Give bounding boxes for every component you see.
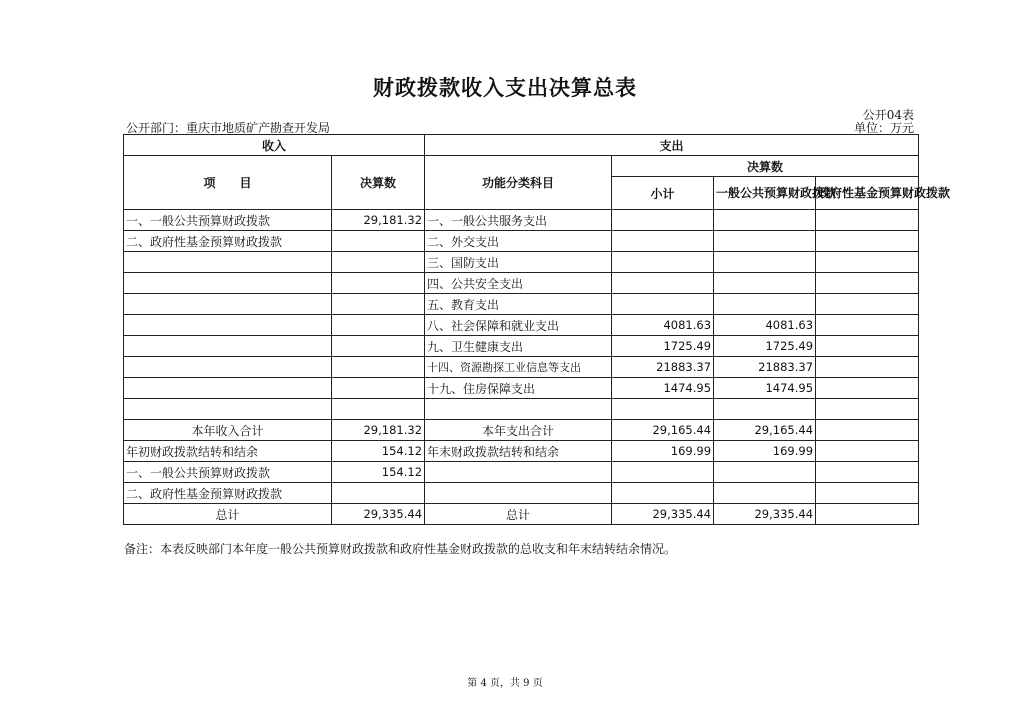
fund-cell: [816, 357, 919, 378]
income-item: [124, 336, 332, 357]
subtotal-cell: [612, 273, 714, 294]
table-row: [124, 336, 919, 357]
income-item: [124, 294, 332, 315]
general-cell: [714, 273, 816, 294]
subtotal-cell: [612, 294, 714, 315]
year-expense-subtotal: 29,165.44: [612, 420, 714, 441]
general-cell: [714, 294, 816, 315]
department-label: 公开部门：重庆市地质矿产勘查开发局: [126, 121, 331, 135]
expense-item: 三、国防支出: [425, 252, 612, 273]
income-amount: [332, 378, 425, 399]
income-item: [124, 378, 332, 399]
carryover-expense-label: 年末财政拨款结转和结余: [425, 441, 612, 462]
general-cell: 4081.63: [714, 315, 816, 336]
year-total-row: [124, 420, 919, 441]
expense-header: 支出: [425, 135, 919, 156]
grand-income-label: 总计: [124, 504, 332, 525]
year-expense-fund: [816, 420, 919, 441]
income-amount: [332, 357, 425, 378]
budget-table: [123, 134, 951, 525]
expense-item: 四、公共安全支出: [425, 273, 612, 294]
general-cell: 1725.49: [714, 336, 816, 357]
expense-item: 九、卫生健康支出: [425, 336, 612, 357]
income-amount: [332, 399, 425, 420]
subtotal-cell: 1474.95: [612, 378, 714, 399]
income-amount: [332, 252, 425, 273]
income-item: [124, 252, 332, 273]
fund-cell: [816, 336, 919, 357]
grand-expense-general: 29,335.44: [714, 504, 816, 525]
income-item: [124, 315, 332, 336]
unit-label: 单位：万元: [853, 121, 914, 135]
table-note: 备注：本表反映部门本年度一般公共预算财政拨款和政府性基金财政拨款的总收支和年末结转结余情况。: [124, 542, 677, 556]
carryover-fund: [816, 441, 919, 462]
year-income-total-amount: 29,181.32: [332, 420, 425, 441]
subtotal-cell: [612, 210, 714, 231]
subtotal-header: 小计: [612, 177, 714, 210]
fund-cell: [816, 252, 919, 273]
table-row: [124, 252, 919, 273]
final-amount-header: 决算数: [332, 156, 425, 210]
carryover-sub-amount: 154.12: [332, 462, 425, 483]
income-amount: [332, 336, 425, 357]
income-item: 二、政府性基金预算财政拨款: [124, 231, 332, 252]
table-row: [124, 399, 919, 420]
income-item: [124, 357, 332, 378]
fund-cell: [816, 399, 919, 420]
expense-item: 十九、住房保障支出: [425, 378, 612, 399]
general-cell: 21883.37: [714, 357, 816, 378]
income-amount: [332, 273, 425, 294]
carryover-sub-item: 二、政府性基金预算财政拨款: [124, 483, 332, 504]
table-row: [124, 315, 919, 336]
carryover-sub-amount: [332, 483, 425, 504]
table-row: [124, 210, 919, 231]
expense-item: 一、一般公共服务支出: [425, 210, 612, 231]
income-amount: [332, 294, 425, 315]
expense-item: [425, 399, 612, 420]
year-income-total-label: 本年收入合计: [124, 420, 332, 441]
grand-expense-subtotal: 29,335.44: [612, 504, 714, 525]
carryover-row: [124, 441, 919, 462]
func-category-header: 功能分类科目: [425, 156, 612, 210]
fund-cell: [816, 210, 919, 231]
expense-item: 十四、资源勘探工业信息等支出: [425, 357, 612, 378]
subtotal-cell: [612, 252, 714, 273]
income-item: [124, 273, 332, 294]
form-number: 公开04表: [862, 108, 914, 122]
subtotal-cell: [612, 231, 714, 252]
general-cell: [714, 399, 816, 420]
grand-expense-fund: [816, 504, 919, 525]
table-row: [124, 357, 919, 378]
fund-cell: [816, 315, 919, 336]
income-header: 收入: [124, 135, 425, 156]
gov-fund-header: 政府性基金预算财政拨款: [816, 177, 919, 210]
income-amount: [332, 315, 425, 336]
grand-expense-label: 总计: [425, 504, 612, 525]
fund-cell: [816, 294, 919, 315]
table-row: [124, 231, 919, 252]
income-item: [124, 399, 332, 420]
income-amount: [332, 231, 425, 252]
report-title: 财政拨款收入支出决算总表: [373, 75, 637, 100]
grand-total-row: [124, 504, 919, 525]
income-amount: 29,181.32: [332, 210, 425, 231]
general-cell: 1474.95: [714, 378, 816, 399]
general-budget-header: 一般公共预算财政拨款: [714, 177, 816, 210]
carryover-general: 169.99: [714, 441, 816, 462]
expense-item: 五、教育支出: [425, 294, 612, 315]
carryover-income-label: 年初财政拨款结转和结余: [124, 441, 332, 462]
fund-cell: [816, 378, 919, 399]
subtotal-cell: 4081.63: [612, 315, 714, 336]
subtotal-cell: [612, 399, 714, 420]
item-header: 项 目: [124, 156, 332, 210]
expense-item: 八、社会保障和就业支出: [425, 315, 612, 336]
grand-income-amount: 29,335.44: [332, 504, 425, 525]
general-cell: [714, 252, 816, 273]
carryover-income-amount: 154.12: [332, 441, 425, 462]
carryover-sub-row: [124, 483, 919, 504]
table-row: [124, 273, 919, 294]
general-cell: [714, 210, 816, 231]
table-row: [124, 378, 919, 399]
carryover-sub-row: [124, 462, 919, 483]
fund-cell: [816, 231, 919, 252]
subtotal-cell: 1725.49: [612, 336, 714, 357]
subtotal-cell: 21883.37: [612, 357, 714, 378]
year-expense-total-label: 本年支出合计: [425, 420, 612, 441]
expense-item: 二、外交支出: [425, 231, 612, 252]
fund-cell: [816, 273, 919, 294]
carryover-subtotal: 169.99: [612, 441, 714, 462]
carryover-sub-item: 一、一般公共预算财政拨款: [124, 462, 332, 483]
page-footer: 第 4 页，共 9 页: [467, 678, 543, 689]
table-row: [124, 294, 919, 315]
final-amount-expense-header: 决算数: [612, 156, 919, 177]
year-expense-general: 29,165.44: [714, 420, 816, 441]
income-item: 一、一般公共预算财政拨款: [124, 210, 332, 231]
general-cell: [714, 231, 816, 252]
